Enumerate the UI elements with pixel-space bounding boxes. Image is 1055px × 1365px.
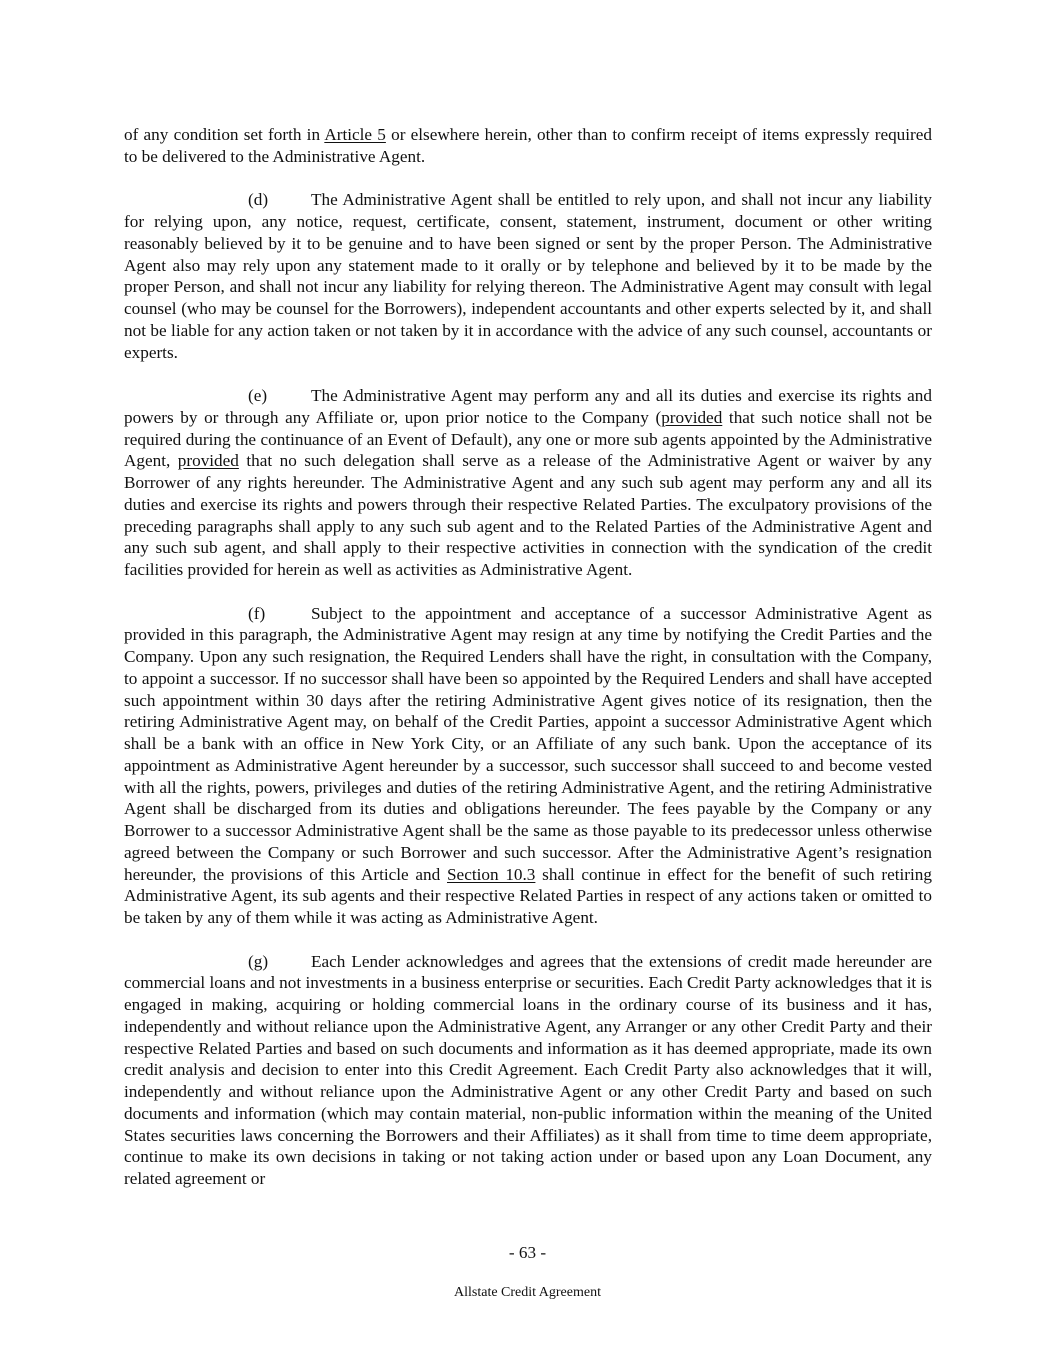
continuation-text: of any condition set forth in	[124, 125, 325, 144]
paragraph-g-text: Each Lender acknowledges and agrees that the extensions of credit made hereunder are commercial loans and not investments in a business enterprise or securities. Each Credit Party acknowledges that it is engaged in making, acquiring or holding commercial loans in the ordinary course of its business and it has, independently and without reliance upon the Administrative Agent, any Arranger or any other Credit Party and their respective Related Parties and based on such documents and information as it has deemed appropriate, made its own credit analysis and decision to enter into this Credit Agreement. Each Credit Party also acknowledges that it will, independently and without reliance upon the Administrative Agent or any other Credit Party and based on such documents and information (which may contain material, non-public information within the meaning of the United States securities laws concerning the Borrowers and their Affiliates) as it shall from time to time deem appropriate, continue to make its own decisions in taking or not taking action under or based upon any Loan Document, any related agreement or	[124, 951, 932, 1188]
paragraph-f-text-2: shall continue in effect for the benefit of such retiring Administrative Agent, its sub agents and their respective Related Parties in respect of any actions taken or omitted to be taken by any of them while it was acting as Administrative Agent.	[124, 864, 932, 927]
continuation-paragraph	[124, 124, 932, 168]
paragraph-d-text: The Administrative Agent shall be entitled to rely upon, and shall not incur any liability for relying upon, any notice, request, certificate, consent, statement, instrument, document or other writing reasonably believed by it to be genuine and to have been signed or sent by the proper Person. The Administrative Agent also may rely upon any statement made to it orally or by telephone and believed by it to be made by the proper Person, and shall not incur any liability for relying thereon. The Administrative Agent may consult with legal counsel (who may be counsel for the Borrowers), independent accountants and other experts selected by it, and shall not be liable for any action taken or not taken by it in accordance with the advice of any such counsel, accountants or experts.	[124, 190, 932, 362]
continuation-text-end: or elsewhere herein, other than to confirm receipt of items expressly required to be delivered to the Administrative Agent.	[124, 125, 932, 166]
section-10-3-reference: Section 10.3	[447, 864, 536, 884]
paragraph-e-text: The Administrative Agent may perform any and all its duties and exercise its rights and powers by or through any Affiliate or, upon prior notice to the Company (	[124, 386, 932, 427]
article-5-reference: Article 5	[324, 125, 386, 144]
paragraph-e	[124, 385, 932, 581]
paragraph-f-label: (f)	[248, 603, 266, 623]
paragraph-e-text-2: that such notice shall not be required during the continuance of an Event of Default), any one or more sub agents appointed by the Administrative Agent,	[124, 407, 932, 471]
paragraph-f	[124, 603, 932, 929]
document-footer: Allstate Credit Agreement	[454, 1285, 601, 1300]
paragraph-g	[124, 951, 932, 1190]
paragraph-e-text-3: that no such delegation shall serve as a release of the Administrative Agent or waiver by any Borrower of any rights hereunder. The Administrative Agent and any such sub agent may perform any and all its duties and exercise its rights and powers through their respective Related Parties. The exculpatory provisions of the preceding paragraphs shall apply to any such sub agent and to the Related Parties of the Administrative Agent and any such sub agent, and shall apply to their respective activities in connection with the syndication of the credit facilities provided for herein as well as activities as Administrative Agent.	[124, 451, 932, 579]
paragraph-d-label: (d)	[248, 190, 269, 210]
paragraph-e-label: (e)	[248, 386, 268, 405]
paragraph-d	[124, 189, 932, 363]
page-number: - 63 -	[508, 1243, 547, 1262]
provided-term: provided	[661, 407, 723, 427]
paragraph-f-text: Subject to the appointment and acceptance of a successor Administrative Agent as provided in this paragraph, the Administrative Agent may resign at any time by notifying the Credit Parties and the Company. Upon any such resignation, the Required Lenders shall have the right, in consultation with the Company, to appoint a successor. If no successor shall have been so appointed by the Required Lenders and shall have accepted such appointment within 30 days after the retiring Administrative Agent gives notice of its resignation, then the retiring Administrative Agent may, on behalf of the Credit Parties, appoint a successor Administrative Agent which shall be a bank with an office in New York City, or an Affiliate of any such bank. Upon the acceptance of its appointment as Administrative Agent hereunder by a successor, such successor shall succeed to and become vested with all the rights, powers, privileges and duties of the retiring Administrative Agent, and the retiring Administrative Agent shall be discharged from its duties and obligations hereunder. The fees payable by the Company or any Borrower to a successor Administrative Agent shall be the same as those payable to its predecessor unless otherwise agreed between the Company or such Borrower and such successor. After the Administrative Agent’s resignation hereunder, the provisions of this Article and	[124, 603, 932, 884]
provided-term: provided	[177, 451, 239, 471]
paragraph-g-label: (g)	[248, 951, 269, 971]
body-text	[124, 124, 932, 1212]
